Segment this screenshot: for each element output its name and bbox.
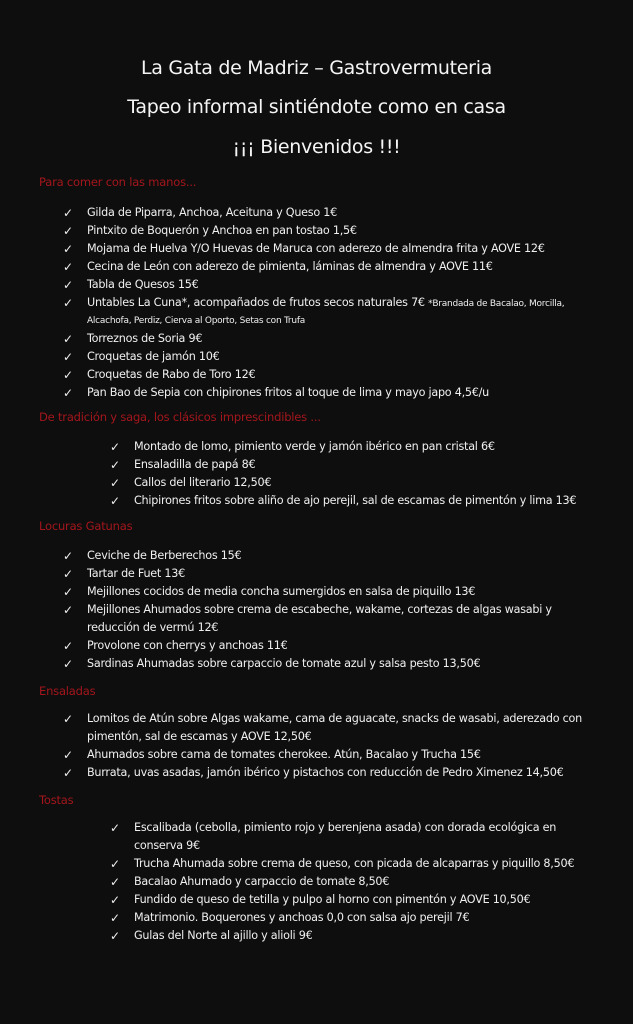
list-item bbox=[110, 909, 604, 927]
check-icon: ✓ bbox=[63, 242, 73, 256]
list-item bbox=[110, 855, 604, 873]
item-text: Bacalao Ahumado y carpaccio de tomate 8,50€ bbox=[134, 875, 390, 888]
list-item bbox=[63, 294, 607, 330]
check-icon: ✓ bbox=[63, 350, 73, 364]
list-item bbox=[110, 456, 614, 474]
list-item bbox=[63, 601, 577, 637]
check-icon: ✓ bbox=[110, 911, 120, 925]
list-item bbox=[110, 927, 604, 945]
check-icon: ✓ bbox=[63, 278, 73, 292]
item-text: Montado de lomo, pimiento verde y jamón ibérico en pan cristal 6€ bbox=[134, 440, 495, 453]
item-text: Sardinas Ahumadas sobre carpaccio de tomate azul y salsa pesto 13,50€ bbox=[87, 657, 481, 670]
welcome-text: ¡¡¡ Bienvenidos !!! bbox=[232, 136, 401, 158]
check-icon: ✓ bbox=[63, 368, 73, 382]
section-heading-finger-food: Para comer con las manos... bbox=[39, 175, 197, 189]
check-icon: ✓ bbox=[63, 206, 73, 220]
list-item bbox=[63, 637, 577, 655]
check-icon: ✓ bbox=[63, 549, 73, 563]
item-note: *Brandada de Bacalao, Morcilla, Alcachofa, Perdiz, Cierva al Oporto, Setas con Trufa bbox=[87, 299, 565, 326]
section-list-finger-food bbox=[63, 204, 607, 402]
list-item bbox=[110, 474, 614, 492]
check-icon: ✓ bbox=[63, 567, 73, 581]
check-icon: ✓ bbox=[63, 712, 73, 726]
item-text: Tartar de Fuet 13€ bbox=[87, 567, 185, 580]
section-heading-ensaladas: Ensaladas bbox=[39, 684, 96, 698]
item-text: Provolone con cherrys y anchoas 11€ bbox=[87, 639, 288, 652]
item-text: Mejillones cocidos de media concha sumergidos en salsa de piquillo 13€ bbox=[87, 585, 476, 598]
list-item bbox=[63, 204, 607, 222]
list-item bbox=[110, 873, 604, 891]
item-text: Croquetas de Rabo de Toro 12€ bbox=[87, 368, 256, 381]
check-icon: ✓ bbox=[63, 332, 73, 346]
item-text: Ensaladilla de papá 8€ bbox=[134, 458, 256, 471]
item-text: Burrata, uvas asadas, jamón ibérico y pistachos con reducción de Pedro Ximenez 14,50€ bbox=[87, 766, 564, 779]
item-text: Mejillones Ahumados sobre crema de escabeche, wakame, cortezas de algas wasabi y reducción de vermú 12€ bbox=[87, 603, 552, 634]
list-item bbox=[110, 438, 614, 456]
section-list-locuras-gatunas bbox=[63, 547, 577, 673]
list-item bbox=[63, 710, 607, 746]
list-item bbox=[63, 764, 607, 782]
restaurant-title: La Gata de Madriz – Gastrovermuteria bbox=[140, 57, 493, 79]
list-item bbox=[63, 348, 607, 366]
list-item bbox=[63, 746, 607, 764]
check-icon: ✓ bbox=[110, 440, 120, 454]
check-icon: ✓ bbox=[110, 929, 120, 943]
list-item bbox=[63, 565, 577, 583]
item-text: Matrimonio. Boquerones y anchoas 0,0 con salsa ajo perejil 7€ bbox=[134, 911, 470, 924]
check-icon: ✓ bbox=[110, 458, 120, 472]
list-item bbox=[63, 366, 607, 384]
list-item bbox=[63, 330, 607, 348]
section-heading-tostas: Tostas bbox=[39, 793, 74, 807]
item-text: Mojama de Huelva Y/O Huevas de Maruca con aderezo de almendra frita y AOVE 12€ bbox=[87, 242, 545, 255]
list-item bbox=[110, 492, 614, 510]
list-item bbox=[63, 384, 607, 402]
section-heading-classics: De tradición y saga, los clásicos imprescindibles ... bbox=[39, 410, 321, 424]
list-item bbox=[63, 276, 607, 294]
list-item bbox=[110, 819, 604, 855]
check-icon: ✓ bbox=[63, 766, 73, 780]
item-text: Ahumados sobre cama de tomates cherokee. Atún, Bacalao y Trucha 15€ bbox=[87, 748, 481, 761]
section-list-tostas bbox=[110, 819, 604, 945]
list-item bbox=[63, 258, 607, 276]
check-icon: ✓ bbox=[63, 603, 73, 617]
check-icon: ✓ bbox=[63, 224, 73, 238]
item-text: Trucha Ahumada sobre crema de queso, con picada de alcaparras y piquillo 8,50€ bbox=[134, 857, 575, 870]
item-text: Tabla de Quesos 15€ bbox=[87, 278, 199, 291]
list-item bbox=[63, 583, 577, 601]
item-text: Gilda de Piparra, Anchoa, Aceituna y Queso 1€ bbox=[87, 206, 338, 219]
item-text: Pan Bao de Sepia con chipirones fritos al toque de lima y mayo japo 4,5€/u bbox=[87, 386, 489, 399]
item-text: Torreznos de Soria 9€ bbox=[87, 332, 203, 345]
section-heading-locuras-gatunas: Locuras Gatunas bbox=[39, 519, 133, 533]
item-text: Ceviche de Berberechos 15€ bbox=[87, 549, 242, 562]
check-icon: ✓ bbox=[110, 476, 120, 490]
section-list-classics bbox=[110, 438, 614, 510]
item-text: Lomitos de Atún sobre Algas wakame, cama de aguacate, snacks de wasabi, aderezado con pimentón, sal de escamas y AOVE 12,50€ bbox=[87, 712, 582, 743]
item-text: Cecina de León con aderezo de pimienta, láminas de almendra y AOVE 11€ bbox=[87, 260, 493, 273]
item-text: Pintxito de Boquerón y Anchoa en pan tostao 1,5€ bbox=[87, 224, 357, 237]
item-text: Callos del literario 12,50€ bbox=[134, 476, 272, 489]
item-text: Escalibada (cebolla, pimiento rojo y berenjena asada) con dorada ecológica en conserva 9€ bbox=[134, 821, 557, 852]
check-icon: ✓ bbox=[110, 875, 120, 889]
list-item bbox=[63, 547, 577, 565]
list-item bbox=[63, 655, 577, 673]
item-text: Untables La Cuna*, acompañados de frutos secos naturales 7€ bbox=[87, 296, 429, 309]
item-text: Chipirones fritos sobre aliño de ajo perejil, sal de escamas de pimentón y lima 13€ bbox=[134, 494, 577, 507]
list-item bbox=[110, 891, 604, 909]
item-text: Croquetas de jamón 10€ bbox=[87, 350, 220, 363]
list-item bbox=[63, 222, 607, 240]
item-text: Gulas del Norte al ajillo y alioli 9€ bbox=[134, 929, 313, 942]
check-icon: ✓ bbox=[63, 386, 73, 400]
section-list-ensaladas bbox=[63, 710, 607, 782]
check-icon: ✓ bbox=[110, 494, 120, 508]
check-icon: ✓ bbox=[63, 748, 73, 762]
check-icon: ✓ bbox=[63, 260, 73, 274]
tagline: Tapeo informal sintiéndote como en casa bbox=[127, 96, 506, 118]
check-icon: ✓ bbox=[63, 296, 73, 310]
list-item bbox=[63, 240, 607, 258]
check-icon: ✓ bbox=[63, 585, 73, 599]
check-icon: ✓ bbox=[110, 821, 120, 835]
check-icon: ✓ bbox=[110, 857, 120, 871]
check-icon: ✓ bbox=[63, 639, 73, 653]
check-icon: ✓ bbox=[110, 893, 120, 907]
check-icon: ✓ bbox=[63, 657, 73, 671]
item-text: Fundido de queso de tetilla y pulpo al horno con pimentón y AOVE 10,50€ bbox=[134, 893, 531, 906]
